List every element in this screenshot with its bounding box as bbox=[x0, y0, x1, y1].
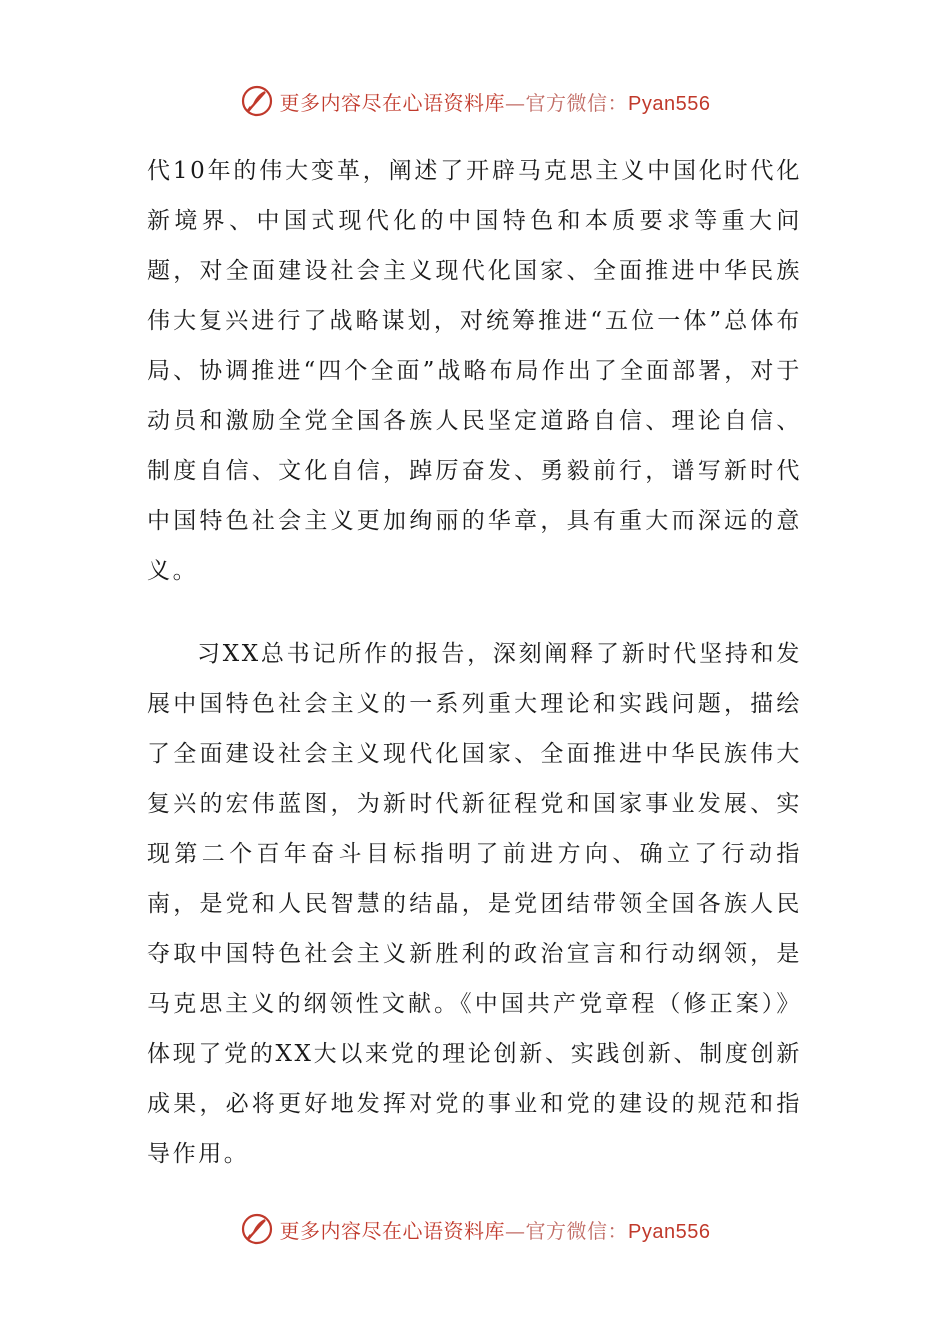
quill-pen-logo-icon bbox=[240, 84, 274, 118]
paragraph-1: 代10年的伟大变革，阐述了开辟马克思主义中国化时代化新境界、中国式现代化的中国特色和本质要求等重大问题，对全面建设社会主义现代化国家、全面推进中华民族伟大复兴进行了战略谋划，对统筹推进“五位一体”总体布局、协调推进“四个全面”战略布局作出了全面部署，对于动员和激励全党全国各族人民坚定道路自信、理论自信、制度自信、文化自信，踔厉奋发、勇毅前行，谱写新时代中国特色社会主义更加绚丽的华章，具有重大而深远的意义。 bbox=[147, 158, 802, 584]
wechat-id: Pyan556 bbox=[628, 92, 711, 115]
official-label: 官方微信： bbox=[525, 1218, 629, 1243]
brand-text: 更多内容尽在心语资料库 bbox=[279, 1218, 506, 1243]
separator: — bbox=[505, 90, 526, 115]
header-watermark-banner bbox=[0, 84, 950, 118]
brand-text: 更多内容尽在心语资料库 bbox=[279, 90, 506, 115]
separator: — bbox=[505, 1218, 526, 1243]
wechat-id: Pyan556 bbox=[628, 1220, 711, 1243]
paragraph-2: 习XX总书记所作的报告，深刻阐释了新时代坚持和发展中国特色社会主义的一系列重大理论和实践问题，描绘了全面建设社会主义现代化国家、全面推进中华民族伟大复兴的宏伟蓝图，为新时代新征程党和国家事业发展、实现第二个百年奋斗目标指明了前进方向、确立了行动指南，是党和人民智慧的结晶，是党团结带领全国各族人民夺取中国特色社会主义新胜利的政治宣言和行动纲领，是马克思主义的纲领性文献。《中国共产党章程（修正案）》体现了党的XX大以来党的理论创新、实践创新、制度创新成果，必将更好地发挥对党的事业和党的建设的规范和指导作用。 bbox=[147, 641, 802, 1167]
official-label: 官方微信： bbox=[525, 90, 629, 115]
quill-pen-logo-icon bbox=[240, 1212, 274, 1246]
footer-watermark-banner bbox=[0, 1212, 950, 1246]
document-body bbox=[147, 146, 802, 1179]
